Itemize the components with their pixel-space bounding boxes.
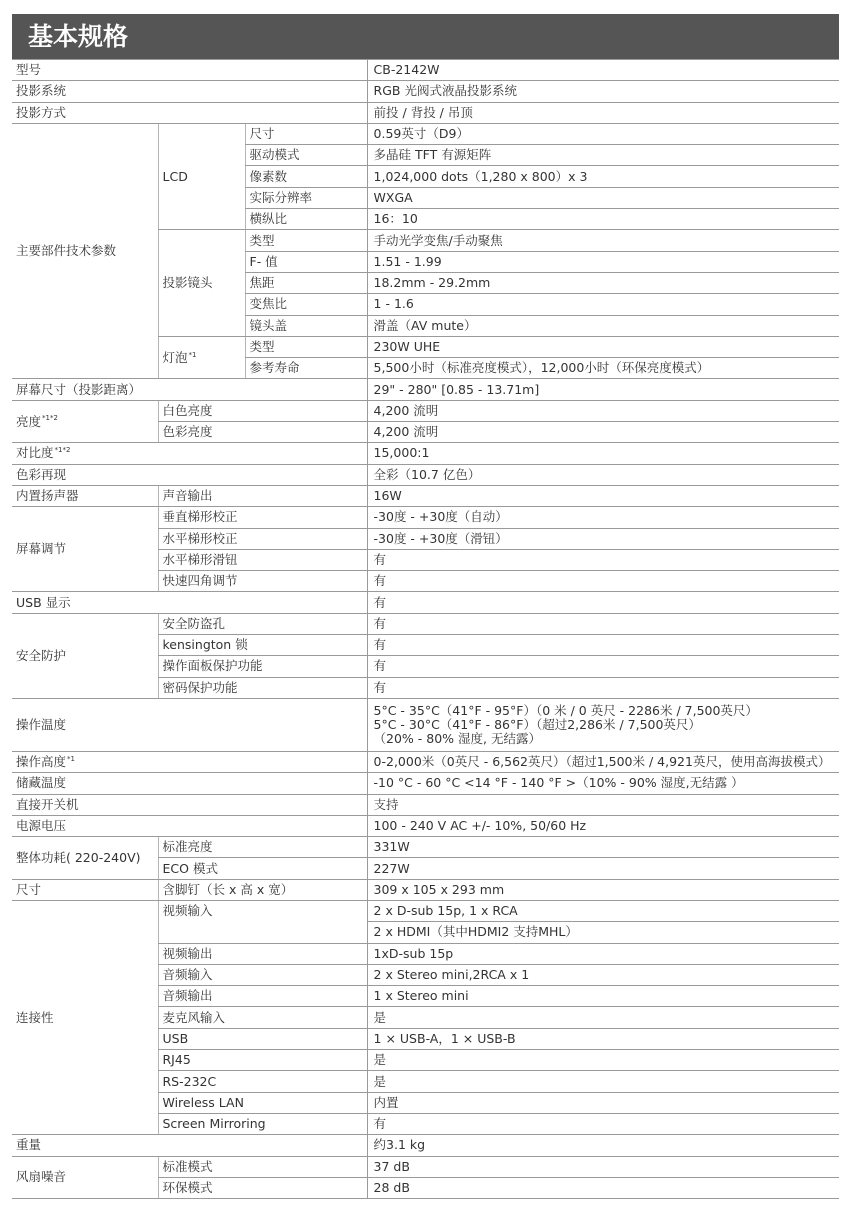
row-item: 类型 — [245, 336, 367, 357]
row-value: WXGA — [367, 187, 839, 208]
row-value: 1.51 - 1.99 — [367, 251, 839, 272]
row-label: 型号 — [12, 60, 367, 81]
row-label: 对比度$^{*1*2}$ — [12, 443, 367, 464]
row-item: 视频输入 — [158, 900, 367, 943]
row-value: 0.59英寸（D9） — [367, 123, 839, 144]
row-value: 331W — [367, 837, 839, 858]
row-value: 有 — [367, 677, 839, 698]
row-item: 麦克风输入 — [158, 1007, 367, 1028]
row-value: 16：10 — [367, 209, 839, 230]
table-row — [12, 443, 839, 464]
row-item: 驱动模式 — [245, 145, 367, 166]
row-value: 是 — [367, 1071, 839, 1092]
row-item: 环保模式 — [158, 1177, 367, 1198]
row-item: 白色亮度 — [158, 400, 367, 421]
row-label: 安全防护 — [12, 613, 158, 698]
footnote-mark: *1*2 — [42, 414, 58, 423]
table-row — [12, 485, 839, 506]
table-row — [12, 773, 839, 794]
row-value: 内置 — [367, 1092, 839, 1113]
row-label: 整体功耗( 220-240V) — [12, 837, 158, 880]
row-value: 有 — [367, 1113, 839, 1134]
table-row — [12, 815, 839, 836]
table-row — [12, 794, 839, 815]
row-item: 参考寿命 — [245, 358, 367, 379]
row-item: 水平梯形滑钮 — [158, 549, 367, 570]
row-label: 屏幕尺寸（投影距离） — [12, 379, 367, 400]
row-value: 37 dB — [367, 1156, 839, 1177]
row-label: USB 显示 — [12, 592, 367, 613]
row-item: 尺寸 — [245, 123, 367, 144]
spec-table — [12, 59, 839, 1199]
row-value: 前投 / 背投 / 吊顶 — [367, 102, 839, 123]
row-value: CB-2142W — [367, 60, 839, 81]
table-row — [12, 102, 839, 123]
footnote-mark: *1*2 — [54, 446, 71, 455]
row-label: 连接性 — [12, 900, 158, 1134]
row-item: 快速四角调节 — [158, 571, 367, 592]
footnote-mark: *1 — [67, 754, 75, 763]
row-value: 1xD-sub 15p — [367, 943, 839, 964]
row-value: 支持 — [367, 794, 839, 815]
row-value: 0-2,000米（0英尺 - 6,562英尺）（超过1,500米 / 4,921英尺，使用高海拔模式） — [367, 751, 839, 772]
row-label: 直接开关机 — [12, 794, 367, 815]
row-label: 内置扬声器 — [12, 485, 158, 506]
row-item: 垂直梯形校正 — [158, 507, 367, 528]
row-value: 2 x Stereo mini,2RCA x 1 — [367, 964, 839, 985]
row-item: 音频输出 — [158, 986, 367, 1007]
row-value: 16W — [367, 485, 839, 506]
row-label: 色彩再现 — [12, 464, 367, 485]
row-item: 横纵比 — [245, 209, 367, 230]
row-item: RS-232C — [158, 1071, 367, 1092]
row-sublabel: 投影镜头 — [158, 230, 245, 336]
row-value: 滑盖（AV mute） — [367, 315, 839, 336]
row-value: 多晶硅 TFT 有源矩阵 — [367, 145, 839, 166]
table-row — [12, 507, 839, 528]
row-label: 操作温度 — [12, 698, 367, 751]
row-item: ECO 模式 — [158, 858, 367, 879]
row-label: 主要部件技术参数 — [12, 123, 158, 379]
table-row — [12, 900, 839, 921]
footnote-mark: *1 — [188, 350, 197, 359]
row-value: 有 — [367, 613, 839, 634]
table-row — [12, 379, 839, 400]
row-value: 2 x HDMI（其中HDMI2 支持MHL） — [367, 922, 839, 943]
table-row — [12, 751, 839, 772]
row-label: 操作高度$^{*1}$ — [12, 751, 367, 772]
row-value: 有 — [367, 571, 839, 592]
table-row — [12, 400, 839, 421]
row-item: 含脚钉（长 x 高 x 宽） — [158, 879, 367, 900]
row-value: 2 x D-sub 15p, 1 x RCA — [367, 900, 839, 921]
row-item: 实际分辨率 — [245, 187, 367, 208]
row-item: USB — [158, 1028, 367, 1049]
row-item: 焦距 — [245, 272, 367, 293]
table-row — [12, 698, 839, 751]
row-item: 安全防盗孔 — [158, 613, 367, 634]
row-value: 4,200 流明 — [367, 400, 839, 421]
row-item: 密码保护功能 — [158, 677, 367, 698]
row-item: 视频输出 — [158, 943, 367, 964]
row-item: Screen Mirroring — [158, 1113, 367, 1134]
row-item: 镜头盖 — [245, 315, 367, 336]
table-row — [12, 123, 839, 144]
row-value: 29" - 280" [0.85 - 13.71m] — [367, 379, 839, 400]
table-row — [12, 879, 839, 900]
row-label: 电源电压 — [12, 815, 367, 836]
row-item: F- 值 — [245, 251, 367, 272]
table-row — [12, 592, 839, 613]
row-value: 18.2mm - 29.2mm — [367, 272, 839, 293]
row-value: 5,500小时（标准亮度模式），12,000小时（环保亮度模式） — [367, 358, 839, 379]
row-value: 309 x 105 x 293 mm — [367, 879, 839, 900]
row-sublabel: LCD — [158, 123, 245, 229]
row-item: 标准亮度 — [158, 837, 367, 858]
row-value: -10 °C - 60 °C <14 °F - 140 °F >（10% - 90% 湿度,无结露 ） — [367, 773, 839, 794]
row-label: 重量 — [12, 1135, 367, 1156]
table-row — [12, 613, 839, 634]
row-value: 有 — [367, 592, 839, 613]
row-item: 音频输入 — [158, 964, 367, 985]
row-value: 1 × USB-A，1 × USB-B — [367, 1028, 839, 1049]
table-row — [12, 837, 839, 858]
row-value: 手动光学变焦/手动聚焦 — [367, 230, 839, 251]
row-item: 色彩亮度 — [158, 422, 367, 443]
row-item: RJ45 — [158, 1050, 367, 1071]
row-value: 28 dB — [367, 1177, 839, 1198]
table-row — [12, 464, 839, 485]
row-value: 是 — [367, 1050, 839, 1071]
row-value: 4,200 流明 — [367, 422, 839, 443]
row-item: Wireless LAN — [158, 1092, 367, 1113]
row-item: 声音输出 — [158, 485, 367, 506]
row-item: 水平梯形校正 — [158, 528, 367, 549]
row-label: 风扇噪音 — [12, 1156, 158, 1199]
row-value: 1,024,000 dots（1,280 x 800）x 3 — [367, 166, 839, 187]
row-item: kensington 锁 — [158, 635, 367, 656]
row-value: 有 — [367, 635, 839, 656]
row-value: 有 — [367, 656, 839, 677]
row-item: 像素数 — [245, 166, 367, 187]
row-label: 储藏温度 — [12, 773, 367, 794]
row-value: 1 - 1.6 — [367, 294, 839, 315]
row-item: 类型 — [245, 230, 367, 251]
row-item: 操作面板保护功能 — [158, 656, 367, 677]
row-value: RGB 光阀式液晶投影系统 — [367, 81, 839, 102]
row-value: 是 — [367, 1007, 839, 1028]
row-value: 5°C - 35°C（41°F - 95°F）（0 米 / 0 英尺 - 2286米 / 7,500英尺） 5°C - 30°C（41°F - 86°F）（超过2,286米 / 7,500英尺） （20% - 80% 湿度, 无结露） — [367, 698, 839, 751]
row-value: 100 - 240 V AC +/- 10%, 50/60 Hz — [367, 815, 839, 836]
row-label: 屏幕调节 — [12, 507, 158, 592]
row-value: 15,000:1 — [367, 443, 839, 464]
row-value: 约3.1 kg — [367, 1135, 839, 1156]
table-row — [12, 60, 839, 81]
row-value: 全彩（10.7 亿色） — [367, 464, 839, 485]
page-title: 基本规格 — [12, 14, 839, 59]
row-label: 投影系统 — [12, 81, 367, 102]
row-value: 有 — [367, 549, 839, 570]
row-item: 变焦比 — [245, 294, 367, 315]
row-value: -30度 - +30度（自动） — [367, 507, 839, 528]
table-row — [12, 1135, 839, 1156]
table-row — [12, 81, 839, 102]
row-item: 标准模式 — [158, 1156, 367, 1177]
row-label: 投影方式 — [12, 102, 367, 123]
row-sublabel: 灯泡$^{*1}$ — [158, 336, 245, 379]
row-value: 1 x Stereo mini — [367, 986, 839, 1007]
row-label: 尺寸 — [12, 879, 158, 900]
row-value: -30度 - +30度（滑钮） — [367, 528, 839, 549]
table-row — [12, 1156, 839, 1177]
row-label: 亮度$^{*1*2}$ — [12, 400, 158, 443]
row-value: 230W UHE — [367, 336, 839, 357]
row-value: 227W — [367, 858, 839, 879]
